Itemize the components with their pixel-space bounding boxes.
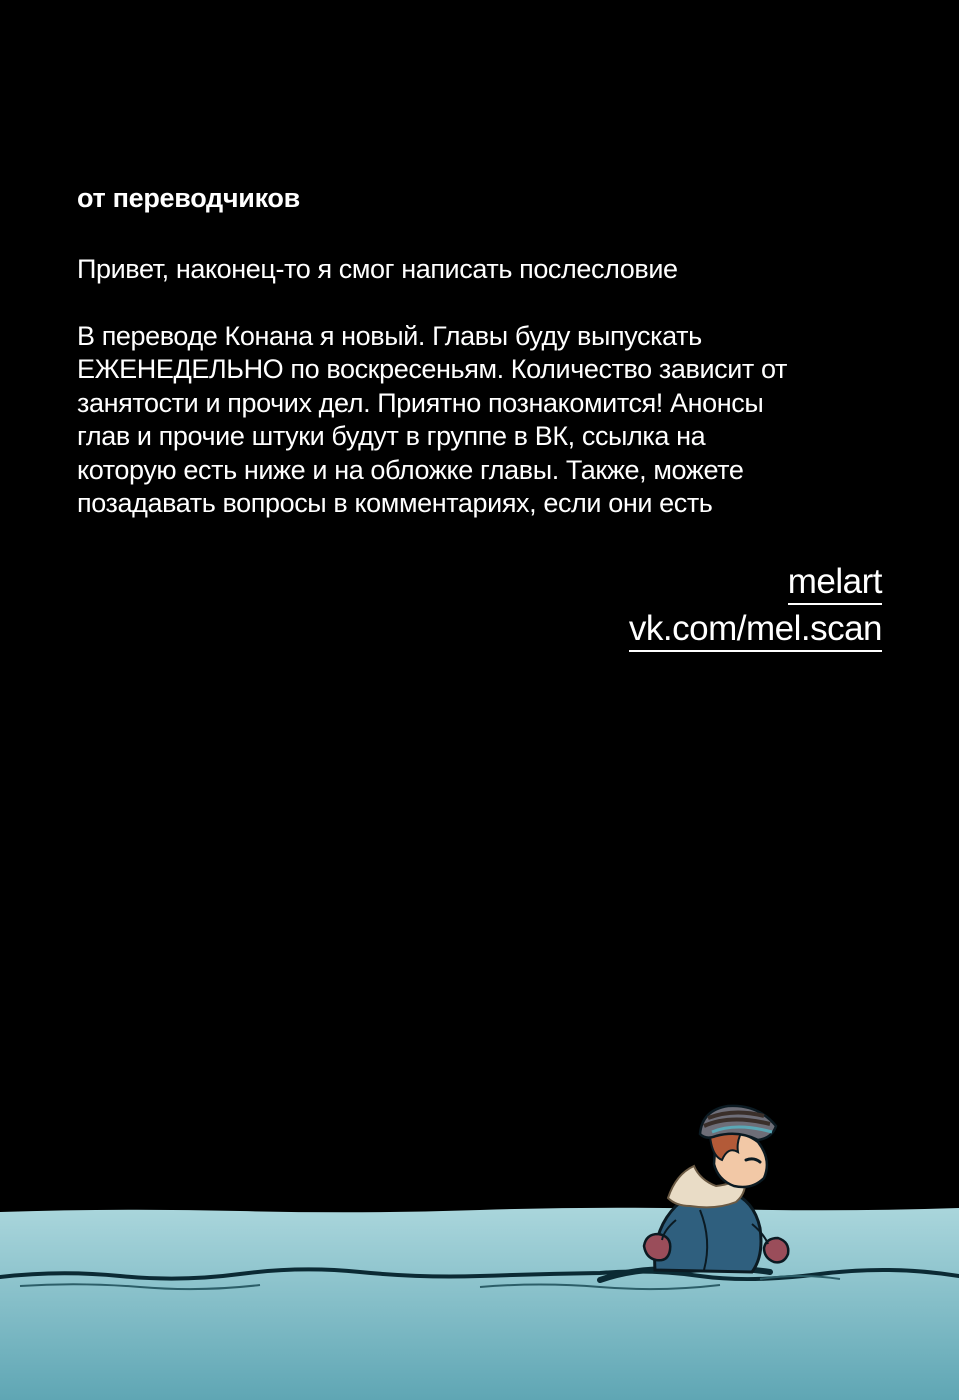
body-line: занятости и прочих дел. Приятно познакомится! Анонсы — [77, 387, 764, 418]
child-figure — [644, 1106, 788, 1272]
greeting-text: Привет, наконец-то я смог написать послесловие — [77, 254, 678, 284]
afterword-body — [77, 320, 897, 520]
translators-heading: от переводчиков — [77, 183, 300, 213]
water-surface — [0, 1208, 959, 1400]
body-line: которую есть ниже и на обложке главы. Также, можете — [77, 454, 744, 485]
body-line: В переводе Конана я новый. Главы буду выпускать — [77, 321, 702, 351]
credits — [629, 562, 882, 656]
body-line: ЕЖЕНЕДЕЛЬНО по воскресеньям. Количество зависит от — [77, 354, 787, 385]
body-line: позадавать вопросы в комментариях, если они есть — [77, 488, 713, 519]
vk-group-link[interactable]: vk.com/mel.scan — [629, 609, 882, 652]
winter-water-illustration — [0, 1080, 959, 1400]
author-name-link[interactable]: melart — [788, 562, 882, 605]
body-line: глав и прочие штуки будут в группе в ВК, ссылка на — [77, 421, 706, 452]
